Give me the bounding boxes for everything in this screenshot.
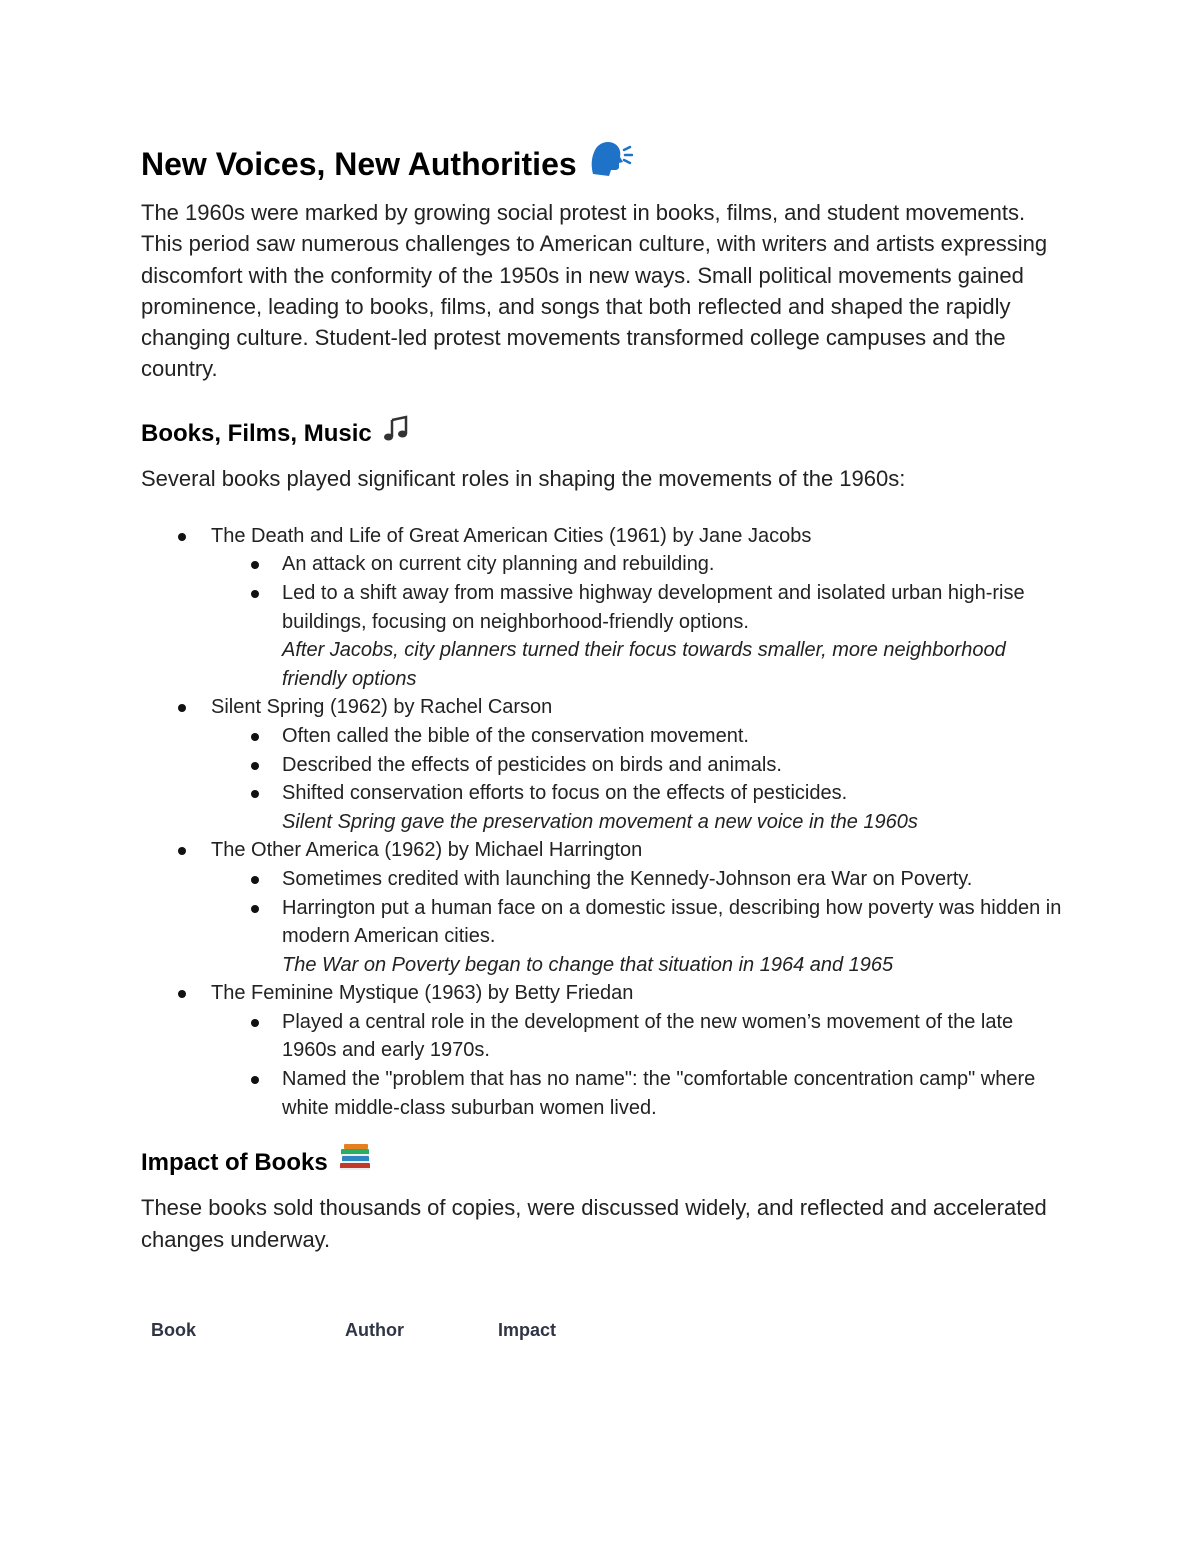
sub-list (211, 550, 1071, 693)
table-header-book: Book (151, 1320, 196, 1340)
page-title (141, 138, 1071, 189)
list-item (211, 894, 1071, 980)
sub-list (211, 722, 1071, 836)
point-text: Led to a shift away from massive highway development and isolated urban high-rise buildings, focusing on neighborhood-friendly options. (282, 581, 1025, 633)
point-text: Shifted conservation efforts to focus on the effects of pesticides. (282, 782, 848, 805)
table-header-row (151, 1320, 751, 1344)
point-text: Harrington put a human face on a domestic issue, describing how poverty was hidden in modern American cities. (282, 896, 1062, 948)
list-item (141, 693, 1071, 836)
book-title: The Other America (1962) by Michael Harrington (211, 839, 643, 862)
list-item (141, 979, 1071, 1122)
section-heading-books-films-music (141, 415, 1071, 453)
speaking-head-icon (587, 138, 633, 189)
list-item (211, 579, 1071, 693)
list-item (211, 779, 1071, 836)
intro-paragraph: The 1960s were marked by growing social protest in books, films, and student movements. This period saw numerous challenges to American culture, with writers and artists expressing discomfort with the conformity of the 1950s in new ways. Small political movements gained prominence, leading to books, films, and songs that both reflected and shaped the rapidly changing culture. Student-led protest movements transformed college campuses and the country. (141, 200, 1048, 382)
list-item: An attack on current city planning and rebuilding. (211, 550, 1071, 579)
list-item: Named the "problem that has no name": the "comfortable concentration camp" where white middle-class suburban women lived. (211, 1065, 1071, 1122)
italic-note: After Jacobs, city planners turned their focus towards smaller, more neighborhood friendly options (282, 639, 1006, 690)
section-heading-text: Books, Films, Music (141, 419, 372, 447)
list-item (141, 522, 1071, 694)
document-page (141, 138, 1071, 1255)
books-intro: Several books played significant roles in shaping the movements of the 1960s: (141, 465, 906, 491)
sub-list (211, 865, 1071, 979)
books-list (141, 522, 1071, 1122)
books-icon (338, 1144, 372, 1182)
musical-note-icon (382, 415, 410, 453)
section-heading-impact-of-books (141, 1144, 1071, 1182)
impact-paragraph: These books sold thousands of copies, were discussed widely, and reflected and accelerated changes underway. (141, 1195, 1047, 1252)
book-title: The Death and Life of Great American Cities (1961) by Jane Jacobs (211, 524, 812, 547)
section-heading-text: Impact of Books (141, 1149, 328, 1177)
sub-list (211, 1008, 1071, 1122)
list-item: Played a central role in the development of the new women’s movement of the late 1960s and early 1970s. (211, 1008, 1071, 1065)
book-title: Silent Spring (1962) by Rachel Carson (211, 696, 553, 719)
italic-note: The War on Poverty began to change that situation in 1964 and 1965 (282, 953, 894, 976)
book-title: The Feminine Mystique (1963) by Betty Friedan (211, 982, 634, 1005)
list-item: Often called the bible of the conservation movement. (211, 722, 1071, 751)
table-header-impact: Impact (498, 1320, 557, 1340)
title-text: New Voices, New Authorities (141, 145, 577, 182)
list-item: Described the effects of pesticides on birds and animals. (211, 751, 1071, 780)
list-item (141, 836, 1071, 979)
list-item: Sometimes credited with launching the Kennedy-Johnson era War on Poverty. (211, 865, 1071, 894)
italic-note: Silent Spring gave the preservation movement a new voice in the 1960s (282, 810, 918, 833)
table-header-author: Author (345, 1320, 404, 1340)
